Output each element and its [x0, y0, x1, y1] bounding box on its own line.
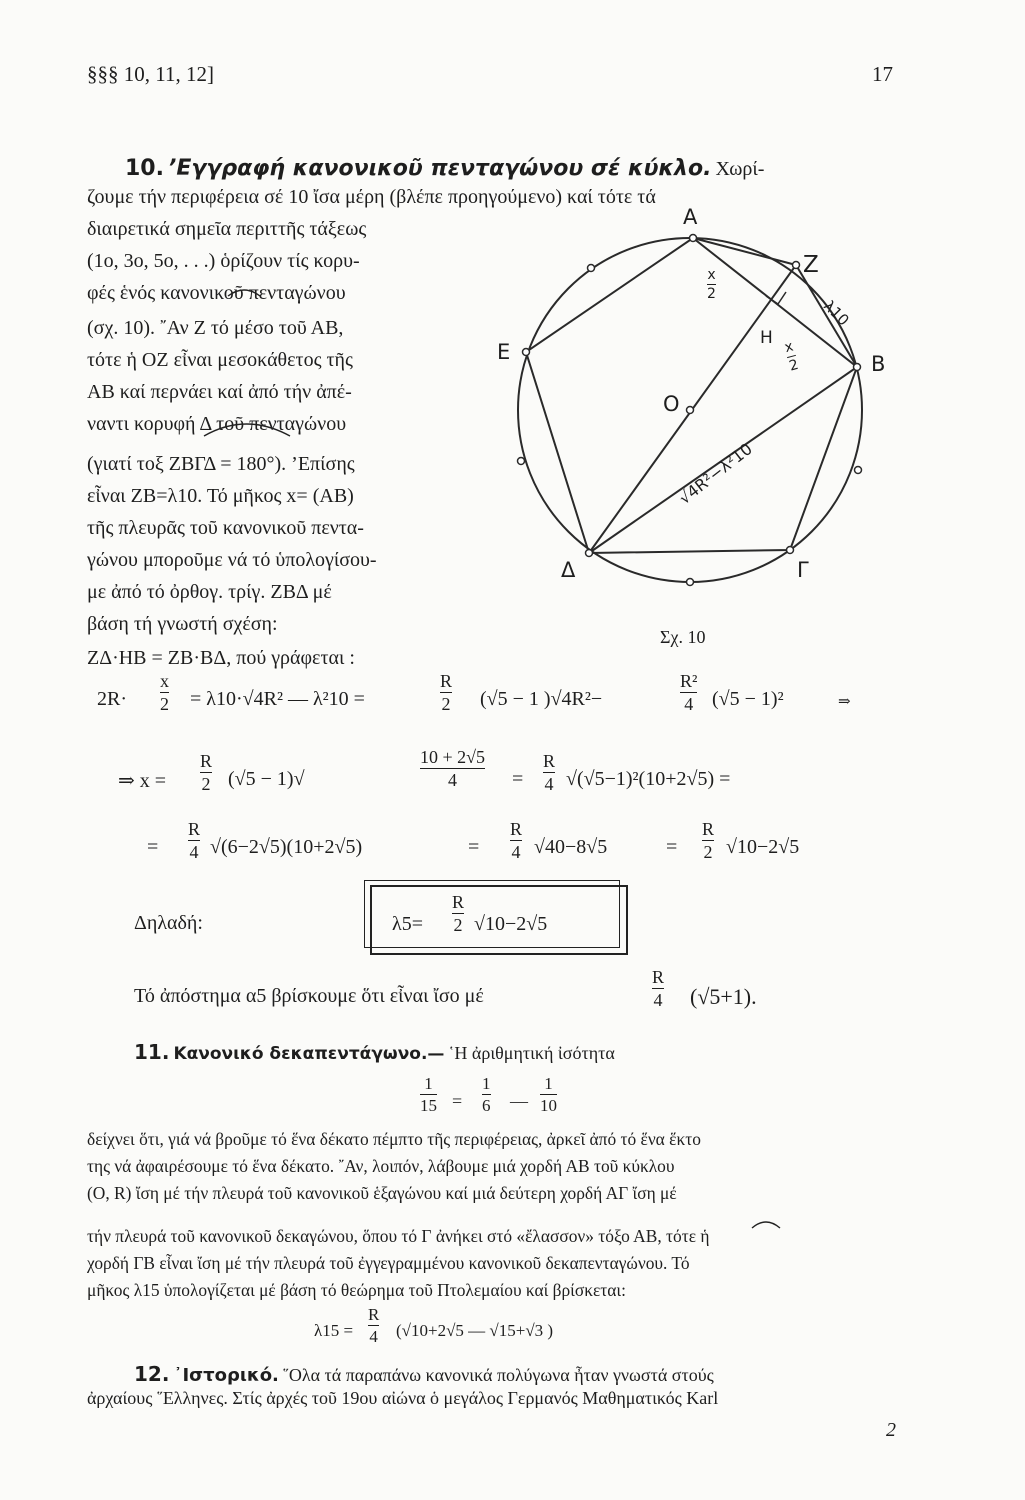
section-10-line: τῆς πλευρᾶς τοῦ κανονικοῦ πεντα- — [87, 517, 364, 539]
eq1-middle: = λ10·√4R² — λ²10 = — [190, 688, 365, 710]
eq1-arrow: ⇒ — [838, 694, 851, 710]
eq3-sqrt2: √40−8√5 — [534, 836, 608, 858]
label-e: E — [497, 340, 511, 364]
section-10-line: διαιρετικά σημεῖα περιττῆς τάξεως — [87, 218, 367, 240]
section-10-line: ζουμε τήν περιφέρεια σέ 10 ἴσα μέρη (βλέπε προηγούμενο) καί τότε τά — [87, 186, 656, 208]
section-10-line: (σχ. 10). ῎Αν Ζ τό μέσο τοῦ ΑΒ, — [87, 317, 344, 339]
section-11-line: της νά ἀφαιρέσουμε τό ἕνα δέκατο. ῎Αν, λοιπόν, λάβουμε μιά χορδή ΑΒ τοῦ κύκλου — [87, 1156, 675, 1176]
lambda15-frac: $\frac{R}{4}$ — [368, 1305, 380, 1346]
eq2-frac-r4: $\frac{R}{4}$ — [543, 751, 556, 794]
section-10-line: ΖΔ·ΗΒ = ΖΒ·ΒΔ, πού γράφεται : — [87, 647, 355, 669]
eq3-sqrt3: √10−2√5 — [726, 836, 800, 858]
footer-mark: 2 — [886, 1419, 896, 1441]
label-lambda10: λ10 — [820, 296, 853, 330]
eq3-eq: = — [147, 836, 159, 858]
section-12-number: 12. — [134, 1362, 170, 1386]
eq3-eq2: = — [468, 836, 480, 858]
section-10-number: 10. — [125, 156, 164, 181]
header-sections: §§§ 10, 11, 12] — [87, 62, 214, 86]
eq1-tail: (√5 − 1)² — [712, 688, 784, 710]
apothem-end: (√5+1). — [690, 984, 757, 1009]
section-10-line: (γιατί τοξ ΖΒΓΔ = 180°). ’Επίσης — [87, 453, 355, 475]
eq2-sqrt: (√5 − 1)√ — [228, 768, 305, 790]
section-11-number: 11. — [134, 1040, 170, 1064]
section-11-line: μῆκος λ15 ὑπολογίζεται μέ βάση τό θεώρημα τοῦ Πτολεμαίου καί βρίσκεται: — [87, 1280, 626, 1300]
eq2-eq: = — [512, 768, 524, 790]
result-sqrt: √10−2√5 — [474, 913, 548, 935]
eq2-frac-inner: $\frac{10 + 2√5}{4}$ — [420, 747, 486, 790]
result-frac: $\frac{R}{2}$ — [452, 892, 465, 935]
section-10-line: εἶναι ΖΒ=λ10. Τό μῆκος x= (ΑΒ) — [87, 485, 354, 507]
eq3-eq3: = — [666, 836, 678, 858]
eq2-frac-r2: $\frac{R}{2}$ — [200, 751, 213, 794]
section-10-line: (1ο, 3ο, 5ο, . . .) ὁρίζουν τίς κορυ- — [87, 250, 360, 272]
section-10-line: φές ἑνός κανονικοῦ πενταγώνου — [87, 282, 346, 304]
section-11-title: Κανονικό δεκαπεντάγωνο.— — [173, 1044, 445, 1064]
delady-label: Δηλαδή: — [134, 912, 203, 934]
eq2-tail: √(√5−1)²(10+2√5) = — [566, 768, 731, 790]
identity-eq: = — [452, 1091, 463, 1111]
apothem-frac: $\frac{R}{4}$ — [652, 967, 665, 1010]
lambda15-lhs: λ15 = — [314, 1321, 354, 1340]
eq1-lhs: 2R· — [97, 688, 127, 710]
identity-1-15: $\frac{1}{15}$ — [420, 1074, 437, 1115]
label-o: O — [663, 392, 680, 416]
section-12-line: ἀρχαίους ῞Ελληνες. Στίς ἀρχές τοῦ 19ου αἰώνα ὁ μεγάλος Γερμανός Μαθηματικός Karl — [87, 1388, 719, 1408]
section-10-line: Χωρί- — [715, 158, 765, 180]
section-11-line: χορδή ΓΒ εἶναι ἴση μέ τήν πλευρά τοῦ ἐγγεγραμμένου κανονικοῦ δεκαπενταγώνου. Τό — [87, 1253, 690, 1273]
section-11-line: τήν πλευρά τοῦ κανονικοῦ δεκαγώνου, ὅπου τό Γ ἀνήκει στό «ἔλασσον» τόξο ΑΒ, τότε ἡ — [87, 1226, 710, 1246]
label-h: H — [760, 328, 773, 348]
eq1-frac-x2: $\frac{x}{2}$ — [160, 671, 169, 714]
section-10-line: με ἀπό τό ὀρθογ. τρίγ. ΖΒΔ μέ — [87, 581, 332, 603]
eq2-lhs: ⇒ x = — [118, 770, 167, 792]
eq3-sqrt1: √(6−2√5)(10+2√5) — [210, 836, 363, 858]
section-10-title: ’Εγγραφή κανονικοῦ πενταγώνου σέ κύκλο. — [167, 156, 712, 181]
section-11-line: δείχνει ὅτι, γιά νά βροῦμε τό ἕνα δέκατο πέμπτο τῆς περιφέρειας, ἀρκεῖ ἀπό τό ἕνα ἕκτο — [87, 1129, 701, 1149]
section-10-line: γώνου μποροῦμε νά τό ὑπολογίσου- — [87, 549, 377, 571]
identity-1-10: $\frac{1}{10}$ — [540, 1074, 557, 1115]
eq3-frac-2: $\frac{R}{4}$ — [510, 819, 523, 862]
section-12-heading — [134, 1362, 714, 1386]
label-gamma: Γ — [797, 558, 809, 582]
section-10-line: τότε ἡ ΟΖ εἶναι μεσοκάθετος τῆς — [87, 349, 353, 371]
section-10-line: βάση τή γνωστή σχέση: — [87, 613, 278, 635]
label-b: B — [871, 352, 886, 376]
section-12-line: ῞Ολα τά παραπάνω κανονικά πολύγωνα ἦταν γνωστά στούς — [282, 1365, 714, 1385]
eq1-sqrt: (√5 − 1 )√4R²− — [480, 688, 603, 710]
label-delta: Δ — [561, 558, 576, 582]
identity-minus: — — [510, 1091, 528, 1111]
figure-caption: Σχ. 10 — [660, 627, 706, 647]
page-number: 17 — [872, 62, 893, 86]
eq1-frac-r2: $\frac{R}{2}$ — [440, 671, 453, 714]
label-x-over-2-b: $\frac{x}{2}$ — [782, 338, 801, 375]
section-11-intro: ῾Η ἀριθμητική ἰσότητα — [448, 1043, 615, 1063]
identity-1-6: $\frac{1}{6}$ — [482, 1074, 491, 1115]
segment-az — [693, 238, 796, 265]
apothem-text: Τό ἀπόστημα α5 βρίσκουμε ὅτι εἶναι ἴσο μέ — [134, 985, 484, 1007]
section-12-title: ᾽Ιστορικό. — [173, 1365, 279, 1386]
section-11-heading — [134, 1040, 615, 1064]
eq3-frac-1: $\frac{R}{4}$ — [188, 819, 201, 862]
label-a: A — [683, 205, 698, 229]
section-10-line: ναντι κορυφή Δ τοῦ πενταγώνου — [87, 413, 347, 435]
lambda15-rhs: (√10+2√5 — √15+√3 ) — [396, 1321, 554, 1340]
eq3-frac-3: $\frac{R}{2}$ — [702, 819, 715, 862]
label-sqrt: √4R²−λ²10 — [675, 439, 756, 509]
label-z: Z — [803, 252, 819, 278]
eq1-frac-r24: $\frac{\text{R²}}{4}$ — [680, 671, 698, 714]
section-10-line: ΑΒ καί περνάει καί ἀπό τήν ἀπέ- — [87, 381, 352, 403]
label-x-over-2: $\frac{x}{2}$ — [707, 267, 716, 302]
section-11-line: (Ο, R) ἴση μέ τήν πλευρά τοῦ κανονικοῦ ἑξαγώνου καί μιά δεύτερη χορδή ΑΓ ἴση μέ — [87, 1183, 677, 1203]
result-lambda5: λ5= — [392, 913, 423, 935]
